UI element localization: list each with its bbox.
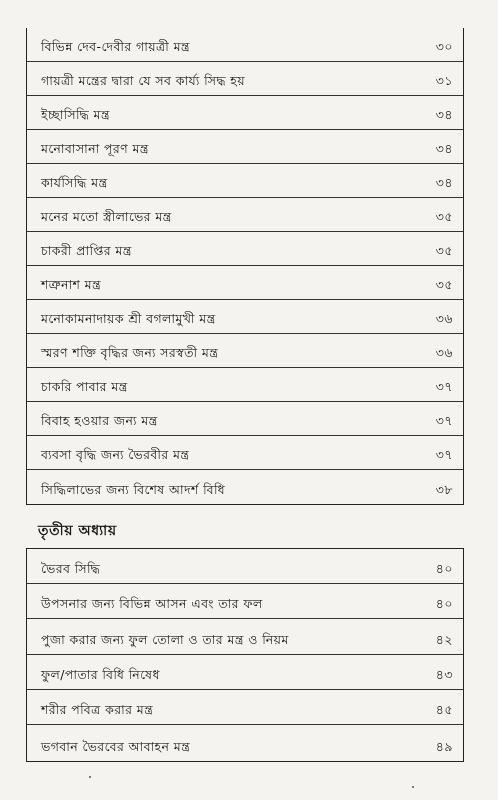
toc-entry-title: ভগবান ভৈরবের আবাহন মন্ত্র <box>41 739 191 754</box>
toc-entry-page: ৪৩ <box>435 667 453 682</box>
toc-row <box>27 725 463 761</box>
toc-row <box>27 96 463 130</box>
toc-entry-page: ৩৫ <box>435 277 453 292</box>
toc-entry-page: ৩০ <box>435 39 453 54</box>
toc-row <box>27 402 463 436</box>
toc-entry-title: বিভিন্ন দেব-দেবীর গায়ত্রী মন্ত্র <box>41 39 190 54</box>
toc-row <box>27 470 463 504</box>
toc-entry-page: ৩৭ <box>435 379 453 394</box>
toc-section-2 <box>26 548 464 762</box>
chapter-heading: তৃতীয় অধ্যায় <box>38 523 117 539</box>
toc-row <box>27 368 463 402</box>
toc-entry-page: ৪৯ <box>435 739 453 754</box>
toc-entry-title: বিবাহ হওয়ার জন্য মন্ত্র <box>41 413 158 428</box>
toc-entry-title: মনোবাসানা পূরণ মন্ত্র <box>41 141 149 156</box>
toc-entry-title: ভৈরব সিদ্ধি <box>41 561 101 576</box>
toc-entry-page: ৩৪ <box>435 141 453 156</box>
toc-row <box>27 619 463 655</box>
paper-speck <box>89 776 91 778</box>
toc-entry-title: চাকরী প্রাপ্তির মন্ত্র <box>41 243 132 258</box>
toc-entry-title: পুজা করার জন্য ফুল তোলা ও তার মন্ত্র ও নিয়ম <box>41 632 289 647</box>
toc-row <box>27 266 463 300</box>
toc-row <box>27 62 463 96</box>
toc-entry-title: গায়ত্রী মন্ত্রের দ্বারা যে সব কার্য্য সিদ্ধ হয় <box>41 73 246 88</box>
toc-entry-title: শরীর পবিত্র করার মন্ত্র <box>41 702 154 717</box>
toc-entry-page: ৪৫ <box>435 702 453 717</box>
toc-entry-page: ৩৭ <box>435 447 453 462</box>
toc-entry-title: ইচ্ছাসিদ্ধি মন্ত্র <box>41 107 110 122</box>
toc-entry-page: ৪২ <box>435 632 453 647</box>
toc-entry-page: ৪০ <box>435 596 453 611</box>
toc-entry-title: উপসনার জন্য বিভিন্ন আসন এবং তার ফল <box>41 596 263 611</box>
toc-entry-title: কার্যসিদ্ধি মন্ত্র <box>41 175 108 190</box>
toc-entry-page: ৩৬ <box>435 311 453 326</box>
toc-entry-title: মনোকামনাদায়ক শ্রী বগলামুখী মন্ত্র <box>41 311 216 326</box>
toc-section-1 <box>26 28 464 505</box>
paper-speck <box>412 786 414 788</box>
toc-row <box>27 436 463 470</box>
toc-row <box>27 232 463 266</box>
toc-entry-page: ৩৫ <box>435 209 453 224</box>
toc-entry-page: ৪০ <box>435 561 453 576</box>
toc-entry-page: ৩৮ <box>435 482 453 497</box>
toc-entry-page: ৩১ <box>435 73 453 88</box>
toc-entry-title: ব্যবসা বৃদ্ধি জন্য ভৈরবীর মন্ত্র <box>41 447 190 462</box>
toc-row <box>27 300 463 334</box>
toc-entry-page: ৩৪ <box>435 175 453 190</box>
toc-row <box>27 334 463 368</box>
toc-row <box>27 198 463 232</box>
toc-row <box>27 655 463 690</box>
toc-row <box>27 584 463 619</box>
toc-entry-title: সিদ্ধিলাভের জন্য বিশেষ আদর্শ বিধি <box>41 482 225 497</box>
toc-entry-page: ৩৭ <box>435 413 453 428</box>
toc-entry-page: ৩৫ <box>435 243 453 258</box>
toc-entry-title: মনের মতো স্ত্রীলাভের মন্ত্র <box>41 209 172 224</box>
toc-row <box>27 549 463 584</box>
toc-entry-page: ৩৬ <box>435 345 453 360</box>
toc-entry-page: ৩৪ <box>435 107 453 122</box>
toc-row <box>27 164 463 198</box>
toc-entry-title: ফুল/পাতার বিধি নিষেধ <box>41 667 160 682</box>
toc-entry-title: চাকরি পাবার মন্ত্র <box>41 379 128 394</box>
toc-entry-title: শত্রুনাশ মন্ত্র <box>41 277 102 292</box>
toc-row <box>27 130 463 164</box>
toc-row <box>27 28 463 62</box>
toc-row <box>27 690 463 725</box>
toc-entry-title: স্মরণ শক্তি বৃদ্ধির জন্য সরস্বতী মন্ত্র <box>41 345 219 360</box>
